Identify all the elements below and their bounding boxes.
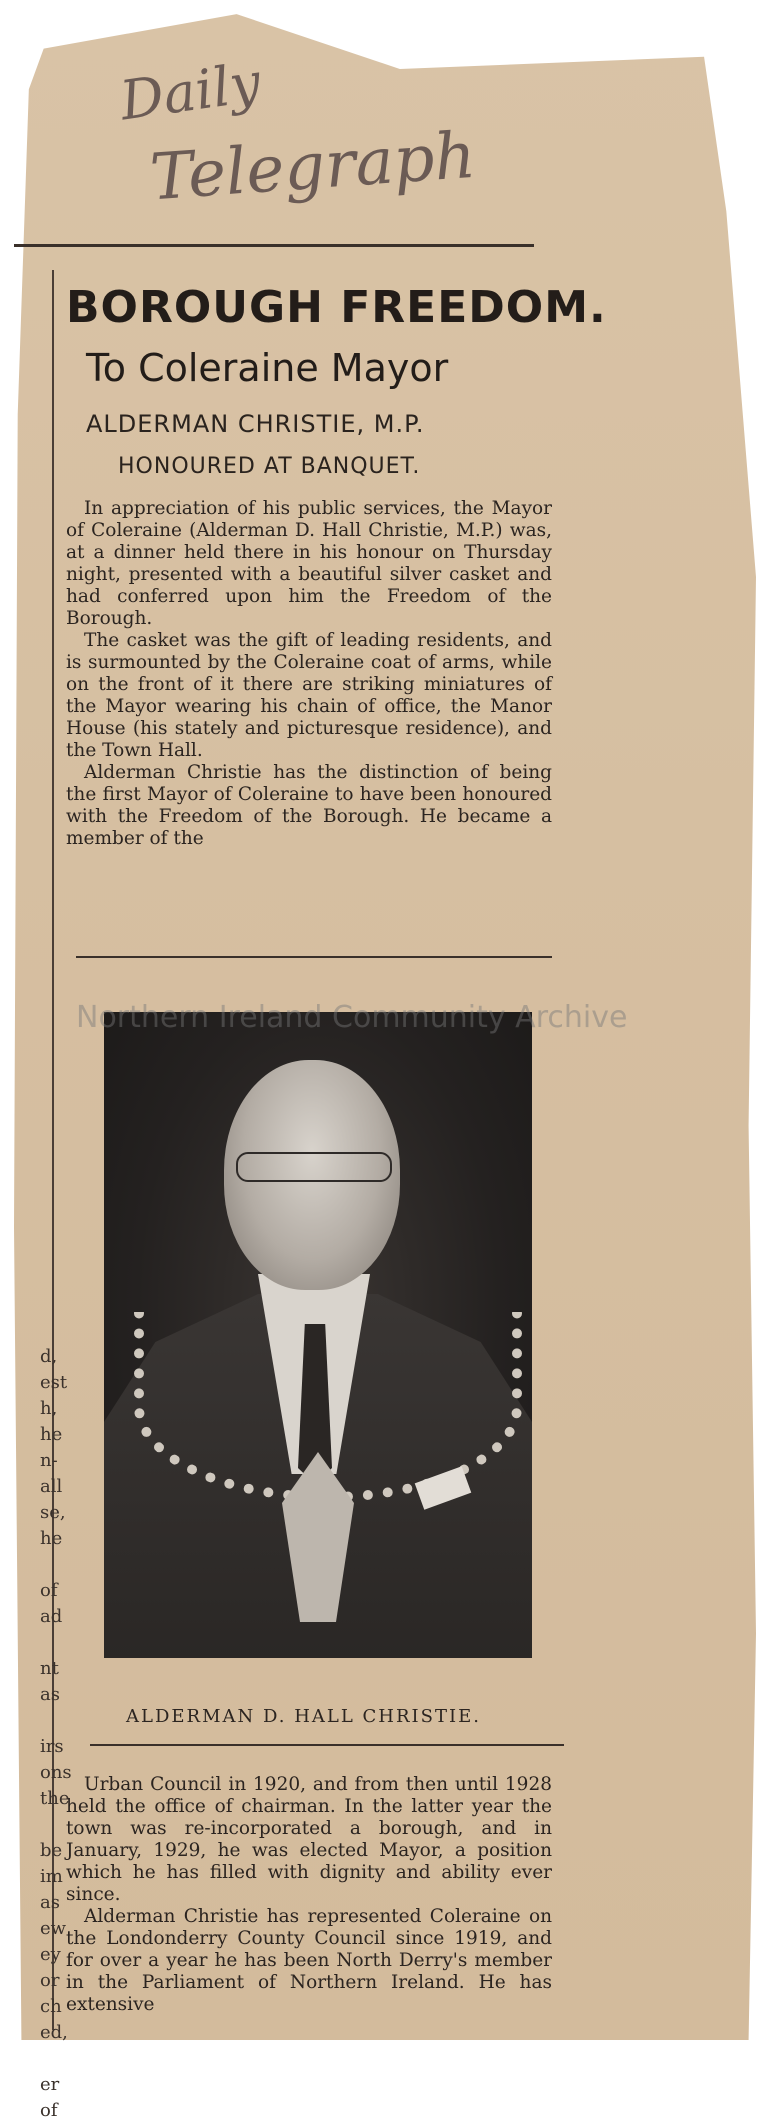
column-fragment: est bbox=[40, 1372, 68, 1393]
column-fragment: ons bbox=[40, 1762, 72, 1783]
glasses-shape bbox=[236, 1152, 392, 1182]
handwritten-note-line2: Telegraph bbox=[147, 118, 479, 216]
paragraph-2: The casket was the gift of leading residents, and is surmounted by the Coleraine coat of arms, while on the front of it there are striking miniatures of the Mayor wearing his chain of office, the Manor House (his stately and picturesque residence), and the Town Hall. bbox=[66, 630, 552, 761]
paragraph-1: In appreciation of his public services, the Mayor of Coleraine (Alderman D. Hall Christie, M.P.) was, at a dinner held there in his honour on Thursday night, presented with a beautiful silver casket and had conferred upon him the Freedom of the Borough. bbox=[66, 498, 552, 629]
column-fragment: of bbox=[40, 2100, 58, 2121]
column-fragment bbox=[40, 2046, 72, 2072]
column-fragment: nt bbox=[40, 1658, 59, 1679]
archive-watermark: Northern Ireland Community Archive bbox=[76, 1000, 628, 1035]
column-fragment: se, bbox=[40, 1502, 66, 1523]
column-fragment: he bbox=[40, 1424, 63, 1445]
column-fragment: im bbox=[40, 1866, 63, 1887]
headline: BOROUGH FREEDOM. bbox=[66, 282, 607, 333]
paragraph-3: Alderman Christie has the distinction of being the first Mayor of Coleraine to have been honoured with the Freedom of the Borough. He became a member of the bbox=[66, 762, 552, 849]
column-fragment bbox=[40, 1708, 72, 1734]
paragraph-4: Urban Council in 1920, and from then until 1928 held the office of chairman. In the latter year the town was re-incorporated a borough, and in January, 1929, he was elected Mayor, a position which he has filled with dignity and ability ever since. bbox=[66, 1774, 552, 1905]
column-fragment: ey bbox=[40, 1944, 61, 1965]
column-fragment: ed, bbox=[40, 2022, 68, 2043]
paragraph-5: Alderman Christie has represented Coleraine on the Londonderry County Council since 1919, and for over a year he has been North Derry's member in the Parliament of Northern Ireland. He has extensive bbox=[66, 1906, 552, 2015]
deck-line-2: HONOURED AT BANQUET. bbox=[118, 454, 421, 479]
column-fragment: irs bbox=[40, 1736, 64, 1757]
column-fragment: er bbox=[40, 2074, 60, 2095]
column-fragment: as bbox=[40, 1892, 60, 1913]
column-fragment bbox=[40, 1630, 72, 1656]
adjacent-column-fragments bbox=[40, 1344, 72, 2124]
handwritten-note-line1: Daily bbox=[116, 50, 265, 133]
top-divider bbox=[14, 244, 534, 247]
column-fragment: of bbox=[40, 1580, 58, 1601]
column-fragment: be bbox=[40, 1840, 63, 1861]
column-fragment: ad bbox=[40, 1606, 63, 1627]
article-body-top bbox=[66, 498, 552, 850]
column-fragment: n- bbox=[40, 1450, 58, 1471]
caption-rule bbox=[90, 1744, 564, 1746]
column-fragment: the bbox=[40, 1788, 70, 1809]
deck-line-1: ALDERMAN CHRISTIE, M.P. bbox=[86, 410, 425, 438]
photo-top-rule bbox=[76, 956, 552, 958]
column-fragment: as bbox=[40, 1684, 60, 1705]
column-fragment: d, bbox=[40, 1346, 58, 1367]
column-fragment: h, bbox=[40, 1398, 58, 1419]
column-fragment: he bbox=[40, 1528, 63, 1549]
portrait-photo bbox=[104, 1012, 532, 1658]
column-fragment bbox=[40, 1552, 72, 1578]
article-body-bottom bbox=[66, 1774, 552, 2016]
column-fragment: all bbox=[40, 1476, 63, 1497]
subheadline: To Coleraine Mayor bbox=[86, 346, 449, 390]
column-fragment: ew bbox=[40, 1918, 67, 1939]
photo-caption: ALDERMAN D. HALL CHRISTIE. bbox=[126, 1706, 481, 1727]
column-fragment bbox=[40, 1812, 72, 1838]
column-fragment: ch bbox=[40, 1996, 62, 2017]
column-fragment: or bbox=[40, 1970, 60, 1991]
